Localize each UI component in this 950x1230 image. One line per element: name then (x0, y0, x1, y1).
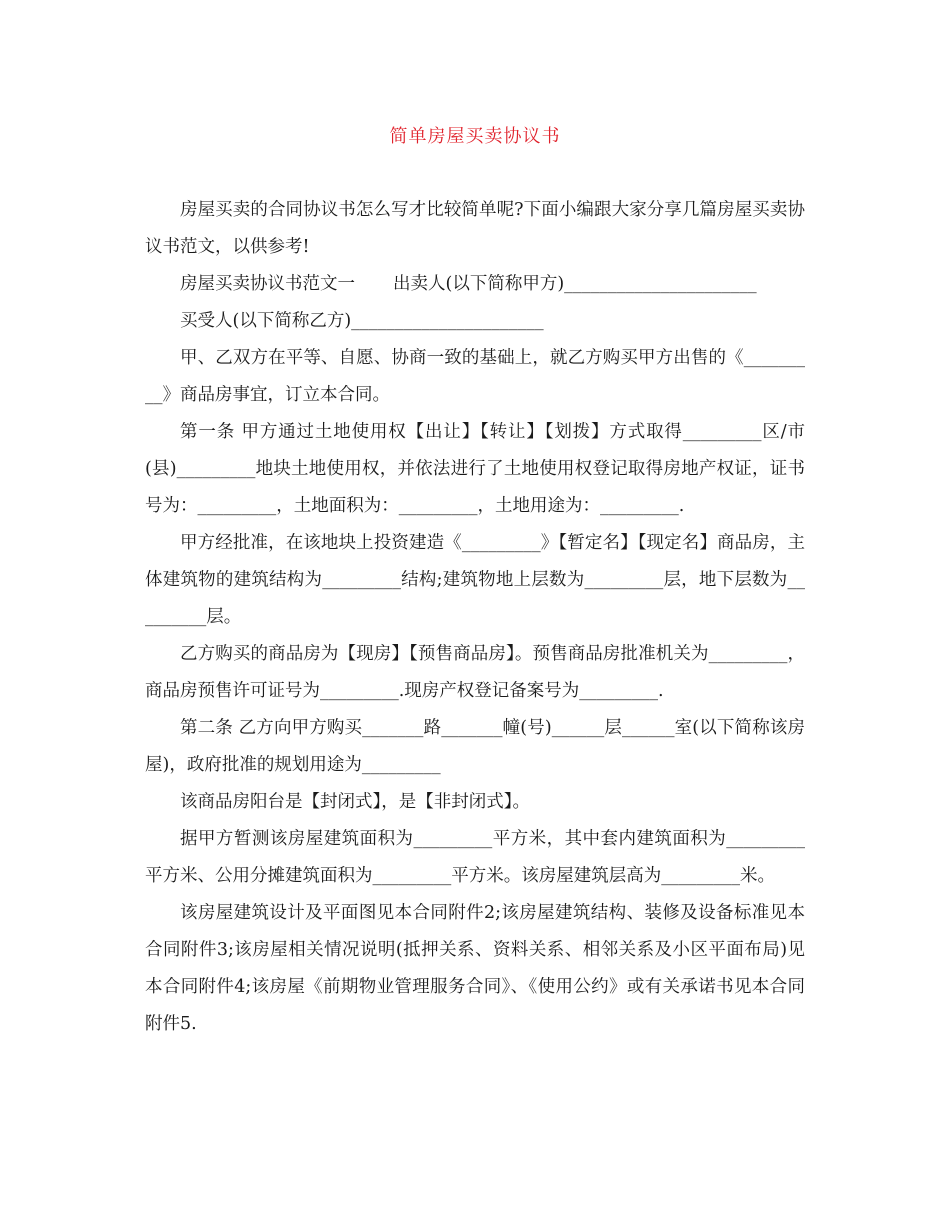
construction-paragraph: 甲方经批准，在该地块上投资建造《_________》【暂定名】【现定名】商品房，主体建筑物的建筑结构为_________结构;建筑物地上层数为_________层，地下层数为_________层。 (145, 533, 805, 627)
attachments-paragraph: 该房屋建筑设计及平面图见本合同附件2;该房屋建筑结构、装修及设备标准见本合同附件3;该房屋相关情况说明(抵押关系、资料关系、相邻关系及小区平面布局)见本合同附件4;该房屋《前期物业管理服务合同》、《使用公约》或有关承诺书见本合同附件5. (145, 903, 805, 1034)
area-paragraph: 据甲方暂测该房屋建筑面积为_________平方米，其中套内建筑面积为_________平方米、公用分摊建筑面积为_________平方米。该房屋建筑层高为_________米。 (145, 829, 805, 886)
article-1-paragraph: 第一条 甲方通过土地使用权【出让】【转让】【划拨】方式取得_________区/市(县)_________地块土地使用权，并依法进行了土地使用权登记取得房地产权证，证书号为：_________，土地面积为：_________，土地用途为：_________. (145, 422, 805, 516)
document-title: 简单房屋买卖协议书 (389, 126, 561, 147)
sample-heading: 房屋买卖协议书范文一 (180, 274, 355, 294)
balcony-paragraph: 该商品房阳台是【封闭式】，是【非封闭式】。 (180, 792, 530, 812)
buyer-line: 买受人(以下简称乙方)______________________ (180, 311, 544, 331)
presale-paragraph: 乙方购买的商品房为【现房】【预售商品房】。预售商品房批准机关为_________，商品房预售许可证号为_________.现房产权登记备案号为_________. (145, 644, 805, 701)
document-body (145, 192, 805, 1043)
sample-heading-line (145, 266, 805, 303)
article-2-paragraph: 第二条 乙方向甲方购买_______路_______幢(号)______层______室(以下简称该房屋)，政府批准的规划用途为_________ (145, 718, 805, 775)
seller-line: 出卖人(以下简称甲方)______________________ (393, 274, 757, 294)
preamble-paragraph: 甲、乙双方在平等、自愿、协商一致的基础上，就乙方购买甲方出售的《_________》商品房事宜，订立本合同。 (145, 348, 805, 405)
intro-paragraph: 房屋买卖的合同协议书怎么写才比较简单呢?下面小编跟大家分享几篇房屋买卖协议书范文，以供参考! (145, 200, 805, 257)
